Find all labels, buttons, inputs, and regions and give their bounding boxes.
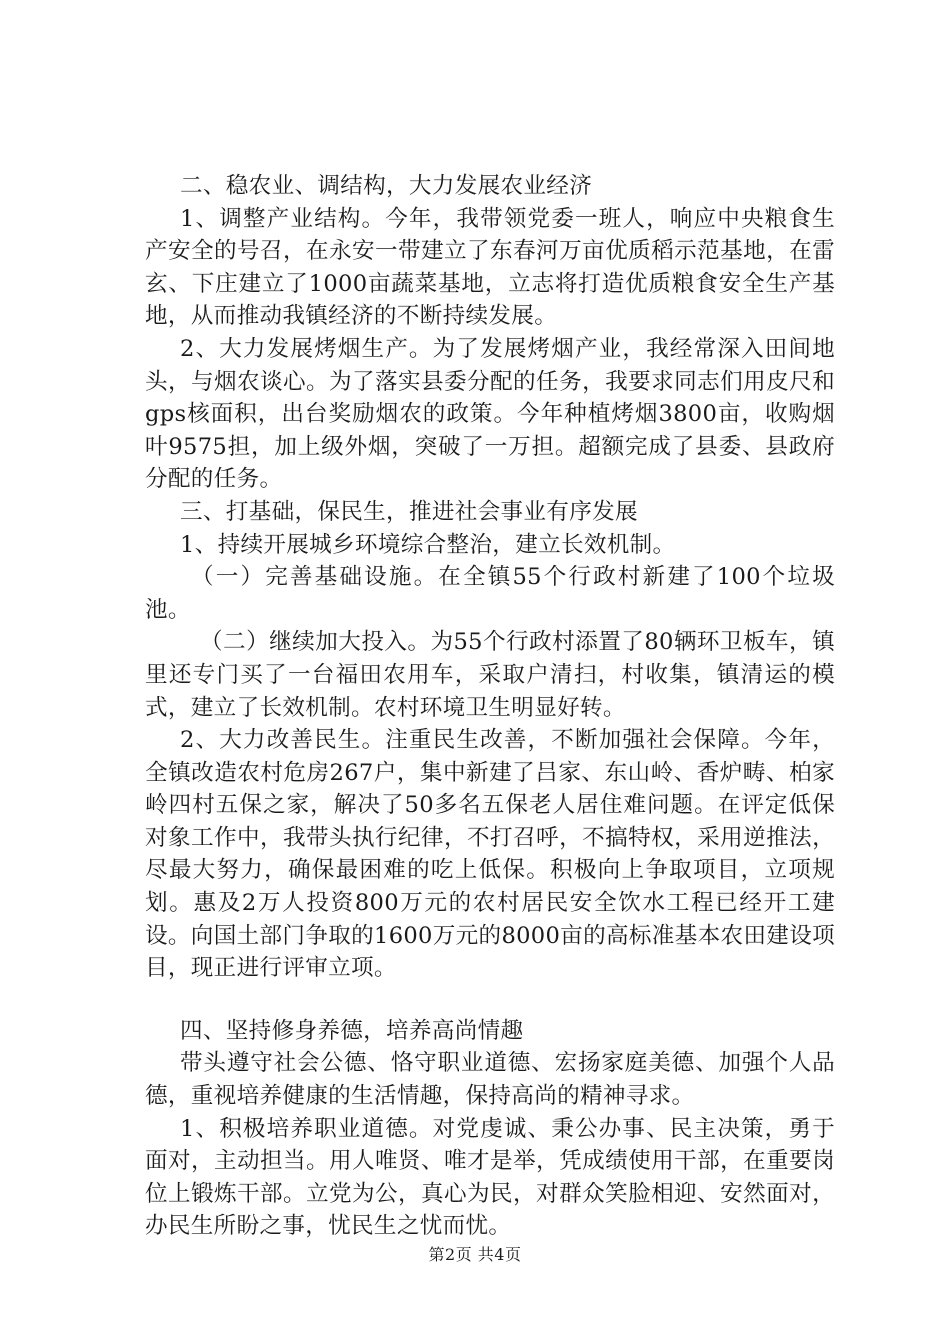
paragraph-infrastructure: （一）完善基础设施。在全镇55个行政村新建了100个垃圾池。	[145, 564, 835, 623]
paragraph-adjust-structure: 1、调整产业结构。今年，我带领党委一班人，响应中央粮食生产安全的号召，在永安一带建立了东春河万亩优质稻示范基地，在雷玄、下庄建立了1000亩蔬菜基地，立志将打造优质粮食安全生产基地，从而推动我镇经济的不断持续发展。	[145, 205, 835, 330]
paragraph-environment: 1、持续开展城乡环境综合整治，建立长效机制。	[180, 531, 676, 558]
paragraph-tobacco: 2、大力发展烤烟生产。为了发展烤烟产业，我经常深入田间地头，与烟农谈心。为了落实县委分配的任务，我要求同志们用皮尺和gps核面积，出台奖励烟农的政策。今年种植烤烟3800亩，收购烟叶9575担，加上级外烟，突破了一万担。超额完成了县委、县政府分配的任务。	[145, 335, 835, 493]
section-heading-3: 三、打基础，保民生，推进社会事业有序发展	[180, 498, 638, 525]
paragraph-investment: （二）继续加大投入。为55个行政村添置了80辆环卫板车，镇里还专门买了一台福田农用车，采取户清扫，村收集，镇清运的模式，建立了长效机制。农村环境卫生明显好转。	[145, 629, 835, 721]
section-heading-2: 二、稳农业、调结构，大力发展农业经济	[180, 173, 593, 199]
paragraph-morality: 带头遵守社会公德、恪守职业道德、宏扬家庭美德、加强个人品德，重视培养健康的生活情趣，保持高尚的精神寻求。	[145, 1050, 835, 1110]
paragraph-livelihood: 2、大力改善民生。注重民生改善，不断加强社会保障。今年，全镇改造农村危房267户，集中新建了吕家、东山岭、香炉畴、柏家岭四村五保之家，解决了50多名五保老人居住难问题。在评定低保对象工作中，我带头执行纪律，不打召呼，不搞特权，采用逆推法，尽最大努力，确保最困难的吃上低保。积极向上争取项目，立项规划。惠及2万人投资800万元的农村居民安全饮水工程已经开工建设。向国土部门争取的1600万元的8000亩的高标准基本农田建设项目，现正进行评审立项。	[145, 727, 835, 982]
section-heading-4: 四、坚持修身养德，培养高尚情趣	[180, 1017, 524, 1044]
document-body	[145, 170, 835, 1243]
page-footer: 第2页 共4页	[428, 1245, 522, 1264]
paragraph-professional-ethics: 1、积极培养职业道德。对党虔诚、秉公办事、民主决策，勇于面对，主动担当。用人唯贤、唯才是举，凭成绩使用干部，在重要岗位上锻炼干部。立党为公，真心为民，对群众笑脸相迎、安然面对，办民生所盼之事，忧民生之忧而忧。	[145, 1115, 835, 1240]
